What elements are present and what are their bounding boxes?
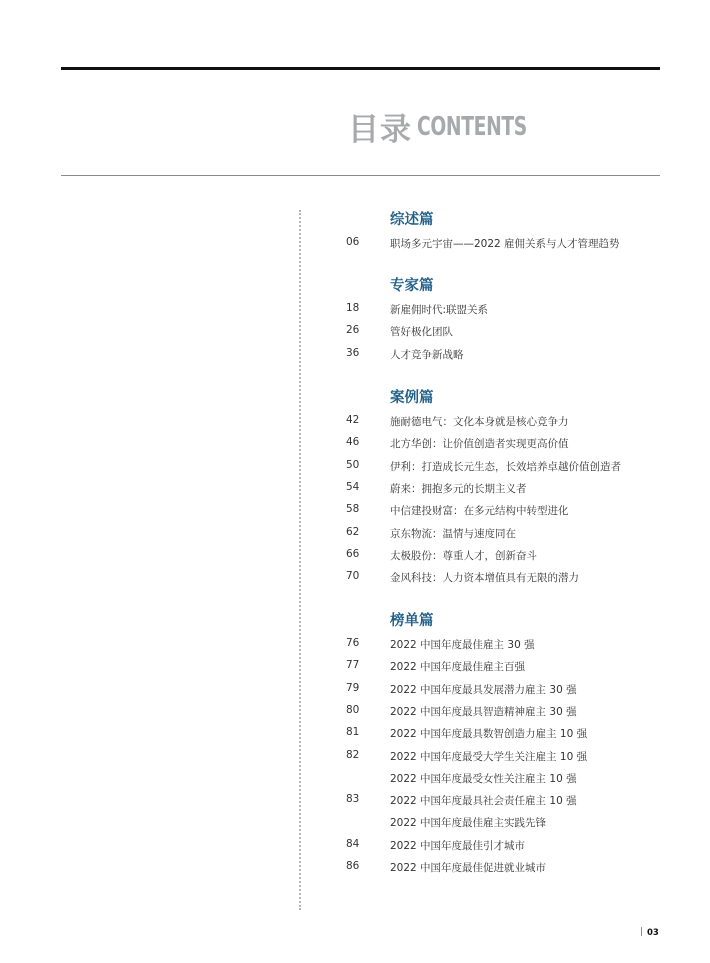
toc-entry[interactable] bbox=[0, 414, 710, 430]
toc-entry[interactable] bbox=[0, 815, 710, 831]
toc-entry-title: 2022 中国年度最佳雇主百强 bbox=[390, 661, 526, 673]
toc-entry-page: 42 bbox=[346, 414, 360, 426]
toc-entry-title: 2022 中国年度最受女性关注雇主 10 强 bbox=[390, 773, 577, 785]
toc-entry[interactable] bbox=[0, 860, 710, 876]
toc-entry[interactable] bbox=[0, 436, 710, 452]
toc-entry[interactable] bbox=[0, 771, 710, 787]
toc-entry-title: 管好极化团队 bbox=[390, 326, 453, 338]
toc-entry-page: 46 bbox=[346, 436, 360, 448]
toc-entry[interactable] bbox=[0, 682, 710, 698]
toc-entry-page: 86 bbox=[346, 860, 360, 872]
toc-entry[interactable] bbox=[0, 749, 710, 765]
page-number-bar bbox=[641, 927, 642, 936]
toc-entry[interactable] bbox=[0, 637, 710, 653]
toc-entry-title: 2022 中国年度最佳促进就业城市 bbox=[390, 862, 547, 874]
toc-entry-title: 太极股份：尊重人才，创新奋斗 bbox=[390, 550, 537, 562]
toc-entry-page: 58 bbox=[346, 503, 360, 515]
toc-entry-page: 77 bbox=[346, 659, 360, 671]
toc-entry[interactable] bbox=[0, 236, 710, 252]
section-heading: 综述篇 bbox=[390, 212, 434, 228]
toc-entry[interactable] bbox=[0, 526, 710, 542]
toc-entry-page: 18 bbox=[346, 302, 360, 314]
toc-entry[interactable] bbox=[0, 503, 710, 519]
toc-entry[interactable] bbox=[0, 347, 710, 363]
toc-entry[interactable] bbox=[0, 570, 710, 586]
toc-entry-title: 新雇佣时代:联盟关系 bbox=[390, 304, 489, 316]
toc-entry-page: 70 bbox=[346, 570, 360, 582]
toc-entry-title: 蔚来：拥抱多元的长期主义者 bbox=[390, 483, 527, 495]
toc-entry-page: 26 bbox=[346, 324, 360, 336]
title-zh: 目录 bbox=[348, 112, 412, 148]
section-heading: 案例篇 bbox=[390, 390, 434, 406]
toc-entry-page: 36 bbox=[346, 347, 360, 359]
toc-entry-page: 81 bbox=[346, 726, 360, 738]
toc-entry-page: 84 bbox=[346, 838, 360, 850]
toc-entry[interactable] bbox=[0, 704, 710, 720]
section-heading: 榜单篇 bbox=[390, 613, 434, 629]
toc-entry-page: 50 bbox=[346, 459, 360, 471]
toc-entry-page: 66 bbox=[346, 548, 360, 560]
toc-entry-title: 人才竞争新战略 bbox=[390, 349, 464, 361]
toc-entry[interactable] bbox=[0, 548, 710, 564]
page-number-text: 03 bbox=[647, 928, 659, 938]
toc-entry-title: 2022 中国年度最具数智创造力雇主 10 强 bbox=[390, 728, 588, 740]
toc-entry[interactable] bbox=[0, 459, 710, 475]
page-number bbox=[641, 927, 659, 938]
toc-entry-title: 施耐德电气：文化本身就是核心竞争力 bbox=[390, 416, 569, 428]
title-en: CONTENTS bbox=[417, 111, 527, 142]
toc-entry-page: 79 bbox=[346, 682, 360, 694]
toc-entry[interactable] bbox=[0, 481, 710, 497]
toc-entry-title: 京东物流：温情与速度同在 bbox=[390, 528, 516, 540]
toc-entry[interactable] bbox=[0, 838, 710, 854]
toc-entry[interactable] bbox=[0, 302, 710, 318]
toc-entry-page: 82 bbox=[346, 749, 360, 761]
toc-entry-title: 2022 中国年度最具智造精神雇主 30 强 bbox=[390, 706, 577, 718]
toc-entry-title: 2022 中国年度最佳雇主 30 强 bbox=[390, 639, 535, 651]
toc-entry-page: 06 bbox=[346, 236, 360, 248]
toc-entry[interactable] bbox=[0, 659, 710, 675]
toc-entry-title: 北方华创：让价值创造者实现更高价值 bbox=[390, 438, 569, 450]
toc-entry-title: 2022 中国年度最受大学生关注雇主 10 强 bbox=[390, 751, 588, 763]
toc-entry-title: 职场多元宇宙——2022 雇佣关系与人才管理趋势 bbox=[390, 238, 620, 250]
toc-entry-page: 80 bbox=[346, 704, 360, 716]
toc-entry-title: 伊利：打造成长元生态，长效培养卓越价值创造者 bbox=[390, 461, 621, 473]
toc-entry-title: 2022 中国年度最具社会责任雇主 10 强 bbox=[390, 795, 577, 807]
toc-entry[interactable] bbox=[0, 324, 710, 340]
toc-entry-title: 中信建投财富：在多元结构中转型进化 bbox=[390, 505, 569, 517]
toc-entry-page: 62 bbox=[346, 526, 360, 538]
toc-entry-page: 54 bbox=[346, 481, 360, 493]
toc-entry[interactable] bbox=[0, 726, 710, 742]
toc-entry-title: 金风科技：人力资本增值具有无限的潜力 bbox=[390, 572, 579, 584]
toc-entry-page: 83 bbox=[346, 793, 360, 805]
toc-entry-page: 76 bbox=[346, 637, 360, 649]
toc-entry-title: 2022 中国年度最具发展潜力雇主 30 强 bbox=[390, 684, 577, 696]
section-heading: 专家篇 bbox=[390, 278, 434, 294]
toc-entry[interactable] bbox=[0, 793, 710, 809]
toc-entry-title: 2022 中国年度最佳雇主实践先锋 bbox=[390, 817, 547, 829]
toc-entry-title: 2022 中国年度最佳引才城市 bbox=[390, 840, 526, 852]
